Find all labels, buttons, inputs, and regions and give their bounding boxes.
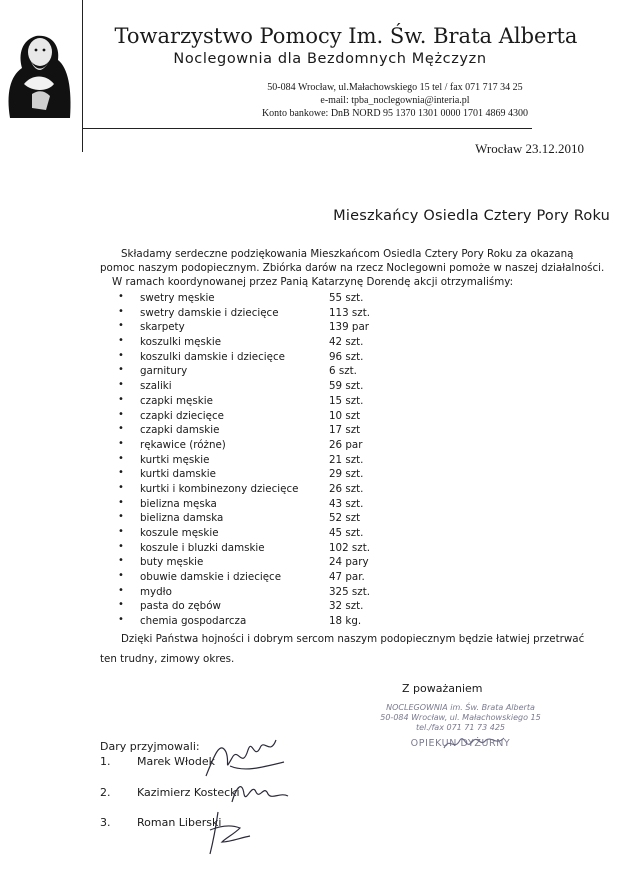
donation-item: [118, 320, 398, 335]
letter-date: Wrocław 23.12.2010: [475, 141, 584, 156]
item-name: kurtki damskie: [140, 468, 216, 481]
donation-item: [118, 379, 398, 394]
donation-item: [118, 467, 398, 482]
item-name: bielizna damska: [140, 512, 224, 525]
item-name: koszule i bluzki damskie: [140, 541, 265, 554]
item-quantity: 47 par.: [329, 571, 365, 584]
stamp-line-3: tel./fax 071 71 73 425: [415, 723, 506, 732]
item-quantity: 26 par: [329, 438, 363, 451]
donation-item: [118, 541, 398, 556]
signature-3: [200, 808, 260, 860]
bullet: •: [118, 496, 124, 508]
item-quantity: 17 szt: [329, 424, 361, 437]
body-line-2: pomoc naszym podopiecznym. Zbiórka darów na rzecz Noclegowni pomoże w naszej działalności.: [100, 262, 605, 274]
header-horizontal-rule: [82, 128, 532, 129]
donation-item: [118, 350, 398, 365]
item-name: bielizna męska: [140, 497, 217, 510]
signature-2: [228, 774, 292, 808]
bullet: •: [118, 423, 124, 435]
item-quantity: 139 par: [329, 321, 370, 334]
org-subtitle: Noclegownia dla Bezdomnych Mężczyzn: [173, 51, 487, 67]
item-name: skarpety: [140, 321, 185, 334]
item-quantity: 102 szt.: [329, 541, 371, 554]
item-name: koszulki męskie: [140, 336, 222, 349]
item-name: szaliki: [140, 380, 172, 393]
letter-recipient: Mieszkańcy Osiedla Cztery Pory Roku: [333, 208, 610, 224]
item-name: buty męskie: [140, 556, 204, 569]
bullet: •: [118, 555, 124, 567]
item-name: pasta do zębów: [140, 600, 221, 613]
bullet: •: [118, 511, 124, 523]
donation-item: [118, 364, 398, 379]
bullet: •: [118, 291, 124, 302]
bullet: •: [118, 364, 124, 376]
bullet: •: [118, 349, 124, 361]
donation-item: [118, 291, 398, 306]
stamp-line-2: 50-084 Wrocław, ul. Małachowskiego 15: [380, 713, 541, 722]
bullet: •: [118, 393, 124, 405]
item-name: koszulki damskie i dziecięce: [140, 350, 285, 363]
receiver-number: 1.: [100, 755, 111, 768]
donation-item: [118, 394, 398, 409]
bullet: •: [118, 540, 124, 552]
donation-item: [118, 570, 398, 585]
bullet: •: [118, 320, 124, 332]
closing-line-1: Dzięki Państwa hojności i dobrym sercom naszym podopiecznym będzie łatwiej przetrwać: [121, 633, 585, 645]
donation-list: [118, 291, 398, 629]
bullet: •: [118, 408, 124, 420]
donation-item: [118, 599, 398, 614]
donation-item: [118, 585, 398, 600]
donation-item: [118, 555, 398, 570]
item-quantity: 43 szt.: [329, 497, 364, 510]
item-name: garnitury: [140, 365, 188, 378]
item-quantity: 325 szt.: [329, 585, 371, 598]
bullet: •: [118, 437, 124, 449]
donation-item: [118, 306, 398, 321]
item-name: obuwie damskie i dziecięce: [140, 571, 282, 584]
donation-item: [118, 614, 398, 629]
bullet: •: [118, 584, 124, 596]
donation-item: [118, 482, 398, 497]
item-name: swetry męskie: [140, 292, 215, 304]
donation-item: [118, 497, 398, 512]
item-quantity: 6 szt.: [329, 365, 357, 378]
item-quantity: 55 szt.: [329, 292, 364, 304]
donation-item: [118, 526, 398, 541]
org-email: e-mail: tpba_noclegownia@interia.pl: [320, 95, 470, 106]
bullet: •: [118, 379, 124, 391]
receiver-number: 3.: [100, 816, 111, 829]
body-line-3: W ramach koordynowanej przez Panią Katarzynę Dorendę akcji otrzymaliśmy:: [112, 276, 514, 288]
item-name: czapki dziecięce: [140, 409, 224, 422]
bullet: •: [118, 467, 124, 479]
item-name: mydło: [140, 585, 172, 598]
donation-item: [118, 453, 398, 468]
org-bank-account: Konto bankowe: DnB NORD 95 1370 1301 0000 1701 4869 4300: [261, 108, 529, 119]
bullet: •: [118, 570, 124, 582]
regards: Z poważaniem: [402, 682, 483, 695]
donation-item: [118, 409, 398, 424]
item-quantity: 18 kg.: [329, 615, 362, 628]
item-quantity: 21 szt.: [329, 453, 364, 466]
bullet: •: [118, 305, 124, 317]
donation-item: [118, 335, 398, 350]
item-quantity: 15 szt.: [329, 394, 364, 407]
closing-line-2: ten trudny, zimowy okres.: [100, 653, 235, 665]
header-vertical-rule: [82, 0, 83, 152]
bullet: •: [118, 599, 124, 611]
donation-item: [118, 511, 398, 526]
item-quantity: 32 szt.: [329, 600, 364, 613]
receiver-name: Kazimierz Kostecki: [137, 786, 240, 799]
receiver-name: Marek Włodek: [137, 755, 215, 768]
item-name: swetry damskie i dziecięce: [140, 306, 279, 319]
item-quantity: 10 szt: [329, 409, 361, 422]
bullet: •: [118, 526, 124, 537]
org-name: Towarzystwo Pomocy Im. Św. Brata Alberta: [114, 24, 578, 48]
stamp-signature: [440, 728, 510, 758]
bullet: •: [118, 614, 124, 626]
receiver-name: Roman Liberski: [137, 816, 222, 829]
item-name: czapki męskie: [140, 394, 213, 407]
donation-item: [118, 438, 398, 453]
bullet: •: [118, 335, 124, 347]
item-name: rękawice (różne): [140, 438, 226, 451]
item-quantity: 24 pary: [329, 556, 369, 569]
donation-item: [118, 423, 398, 438]
item-quantity: 45 szt.: [329, 527, 364, 539]
body-line-1: Składamy serdeczne podziękowania Mieszkańcom Osiedla Cztery Pory Roku za okazaną: [121, 248, 574, 260]
item-quantity: 96 szt.: [329, 350, 364, 363]
bullet: •: [118, 452, 124, 464]
item-quantity: 59 szt.: [329, 380, 364, 393]
item-quantity: 52 szt: [329, 512, 361, 525]
item-name: chemia gospodarcza: [140, 615, 247, 628]
item-name: koszule męskie: [140, 527, 219, 539]
item-quantity: 26 szt.: [329, 482, 364, 495]
receiver-number: 2.: [100, 786, 111, 799]
stamp-line-1: NOCLEGOWNIA im. Św. Brata Alberta: [386, 703, 535, 712]
org-address: 50-084 Wrocław, ul.Małachowskiego 15 tel / fax 071 717 34 25: [267, 82, 523, 93]
item-name: kurtki i kombinezony dziecięce: [140, 482, 299, 495]
item-quantity: 42 szt.: [329, 336, 364, 349]
item-quantity: 29 szt.: [329, 468, 364, 481]
stamp-line-4: OPIEKUN DYŻURNY: [410, 738, 511, 749]
item-name: kurtki męskie: [140, 453, 210, 466]
item-name: czapki damskie: [140, 424, 220, 437]
received-by-label: Dary przyjmowali:: [100, 740, 200, 753]
item-quantity: 113 szt.: [329, 306, 371, 319]
bullet: •: [118, 481, 124, 493]
